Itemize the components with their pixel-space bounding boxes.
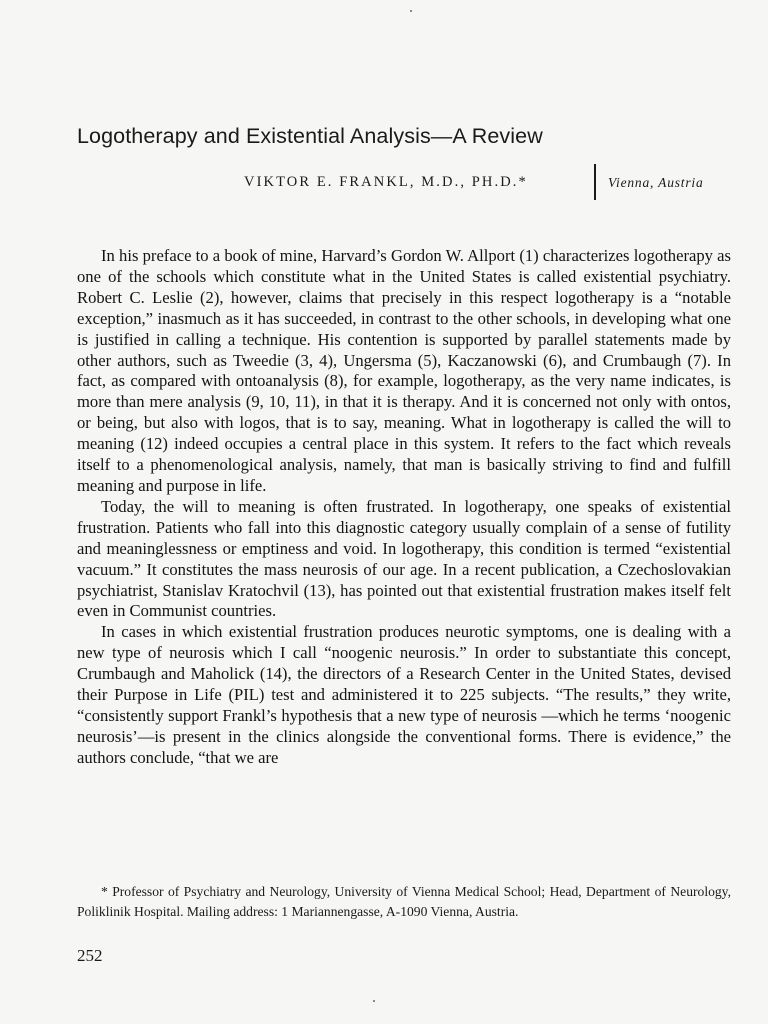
paragraph: Today, the will to meaning is often frustrated. In logotherapy, one speaks of existential frustration. Patients who fall into this diagnostic category usually complain of a sense of futility and meaninglessness or emptiness and void. In logotherapy, this condition is termed “existential vacuum.” It constitutes the mass neurosis of our age. In a recent publication, a Czechoslovakian psychiatrist, Stanislav Kratochvil (13), has pointed out that existential frustration makes itself felt even in Communist countries. xyxy=(77,496,731,621)
author-footnote xyxy=(77,882,731,922)
footnote-text: * Professor of Psychiatry and Neurology, University of Vienna Medical School; Head, Department of Neurology, Poliklinik Hospital. Mailing address: 1 Mariannengasse, A-1090 Vienna, Austria. xyxy=(77,884,731,919)
scan-speck xyxy=(373,1000,375,1002)
author-location: Vienna, Austria xyxy=(608,175,704,190)
paragraph: In cases in which existential frustration produces neurotic symptoms, one is dealing with a new type of neurosis which I call “noogenic neurosis.” In order to substantiate this concept, Crumbaugh and Maholick (14), the directors of a Research Center in the United States, devised their Purpose in Life (PIL) test and administered it to 225 subjects. “The results,” they write, “consistently support Frankl’s hypothesis that a new type of neurosis —which he terms ‘noogenic neurosis’—is present in the clinics alongside the conventional forms. There is evidence,” the authors conclude, “that we are xyxy=(77,622,731,767)
article-body xyxy=(77,246,731,769)
author-name: VIKTOR E. FRANKL, M.D., PH.D.* xyxy=(244,174,528,190)
paragraph: In his preface to a book of mine, Harvard’s Gordon W. Allport (1) characterizes logotherapy as one of the schools which constitute what in the United States is called existential psychiatry. Robert C. Leslie (2), however, claims that precisely in this respect logotherapy is a “notable exception,” inasmuch as it has succeeded, in contrast to the other schools, in developing what one is justified in calling a technique. His contention is supported by parallel statements made by other authors, such as Tweedie (3, 4), Ungersma (5), Kaczanowski (6), and Crumbaugh (7). In fact, as compared with ontoanalysis (8), for example, logotherapy, as the very name indicates, is more than mere analysis (9, 10, 11), in that it is therapy. And it is concerned not only with ontos, or being, but also with logos, that is to say, meaning. What in logotherapy is called the will to meaning (12) indeed occupies a central place in this system. It refers to the fact which reveals itself to a phenomenological analysis, namely, that man is basically striving to find and fulfill meaning and purpose in life. xyxy=(77,246,731,495)
article-title: Logotherapy and Existential Analysis—A Review xyxy=(77,124,543,148)
page-number: 252 xyxy=(77,946,103,965)
byline xyxy=(244,172,734,200)
scan-speck xyxy=(410,10,412,12)
byline-divider xyxy=(594,164,596,200)
